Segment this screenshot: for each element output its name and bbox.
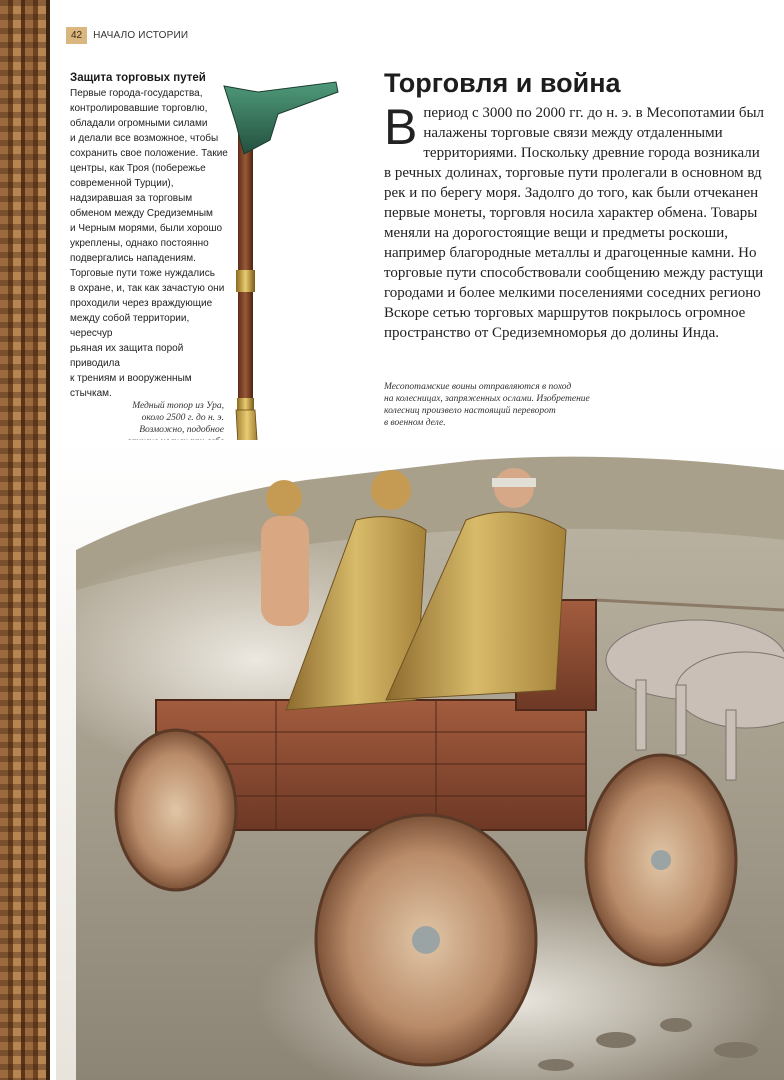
- chariot-illustration: [56, 440, 784, 1080]
- sidebar-line: и Черным морями, были хорошо: [70, 223, 223, 234]
- sidebar-line: Торговые пути тоже нуждались: [70, 268, 215, 279]
- sidebar-line: обменом между Средиземным: [70, 208, 213, 219]
- page-number: 42: [66, 27, 87, 44]
- illustration-caption-line: на колесницах, запряженных ослами. Изобретение: [384, 394, 590, 404]
- article-line: меняли на дорогостоящие вещи и предметы роскоши,: [384, 225, 728, 241]
- article-line: период с 3000 по 2000 гг. до н. э. в Месопотамии был: [423, 105, 765, 121]
- sidebar-line: рьяная их защита порой приводила: [70, 343, 184, 369]
- sidebar-line: центры, как Троя (побережье: [70, 163, 206, 174]
- sidebar-line: и делали все возможное, чтобы: [70, 133, 219, 144]
- sidebar-line: сохранить свое положение. Такие: [70, 148, 228, 159]
- axe-caption-line: Возможно, подобное: [139, 425, 224, 435]
- sidebar-line: между собой территории, чересчур: [70, 313, 190, 339]
- sidebar-line: в охране, и, так как зачастую они: [70, 283, 225, 294]
- copper-axe-image: [218, 74, 343, 479]
- sidebar-line: подвергались нападениям.: [70, 253, 196, 264]
- sidebar-line: обладали огромными силами: [70, 118, 208, 129]
- sidebar-line: Первые города-государства,: [70, 88, 203, 99]
- sidebar-heading: Защита торговых путей: [70, 72, 206, 84]
- sidebar-line: к трениям и вооруженным: [70, 373, 192, 384]
- drop-cap: В: [384, 99, 418, 155]
- sidebar-line: укреплены, однако постоянно: [70, 238, 209, 249]
- war-chariot-scene: [56, 440, 784, 1080]
- axe-caption-line: Медный топор из Ура,: [132, 401, 224, 411]
- sidebar-line: проходили через враждующие: [70, 298, 213, 309]
- article-line: первые монеты, торговля носила характер обмена. Товары: [384, 205, 758, 221]
- article-title: Торговля и война: [384, 68, 621, 98]
- illustration-caption-line: Месопотамские воины отправляются в поход: [384, 382, 572, 392]
- article-line: рек и по берегу моря. Задолго до того, как были отчеканен: [384, 185, 759, 201]
- illustration-caption-line: в военном деле.: [384, 418, 446, 428]
- article-body: [384, 99, 784, 343]
- article-line: пространство от Средиземноморья до долины Инда.: [384, 325, 720, 341]
- article-line: в речных долинах, торговые пути пролегали в основном вд: [384, 165, 762, 181]
- article-line: налажены торговые связи между отдаленными: [423, 125, 723, 141]
- article-line: Вскоре сетью торговых маршрутов покрылось огромное: [384, 305, 746, 321]
- decorative-border: [0, 0, 50, 1080]
- sidebar-text: [70, 86, 230, 401]
- sidebar-line: надзиравшая за торговым: [70, 193, 193, 204]
- illustration-caption: [384, 381, 634, 429]
- illustration-caption-line: колесниц произвело настоящий переворот: [384, 406, 556, 416]
- article-line: например благородные металлы и драгоценные камни. Но: [384, 245, 757, 261]
- article-line: городами и более мелкими поселениями соседних регионо: [384, 285, 761, 301]
- sidebar-line: стычкам.: [70, 388, 112, 399]
- sidebar-line: современной Турции),: [70, 178, 174, 189]
- article-line: торговые пути способствовали сообщению между растущи: [384, 265, 764, 281]
- page-header: [66, 24, 188, 46]
- sidebar-line: контролировавшие торговлю,: [70, 103, 208, 114]
- section-title: НАЧАЛО ИСТОРИИ: [93, 29, 189, 41]
- sidebar-box: [70, 72, 230, 401]
- article-line: территориями. Поскольку древние города возникали: [423, 145, 760, 161]
- axe-caption-line: около 2500 г. до н. э.: [141, 413, 224, 423]
